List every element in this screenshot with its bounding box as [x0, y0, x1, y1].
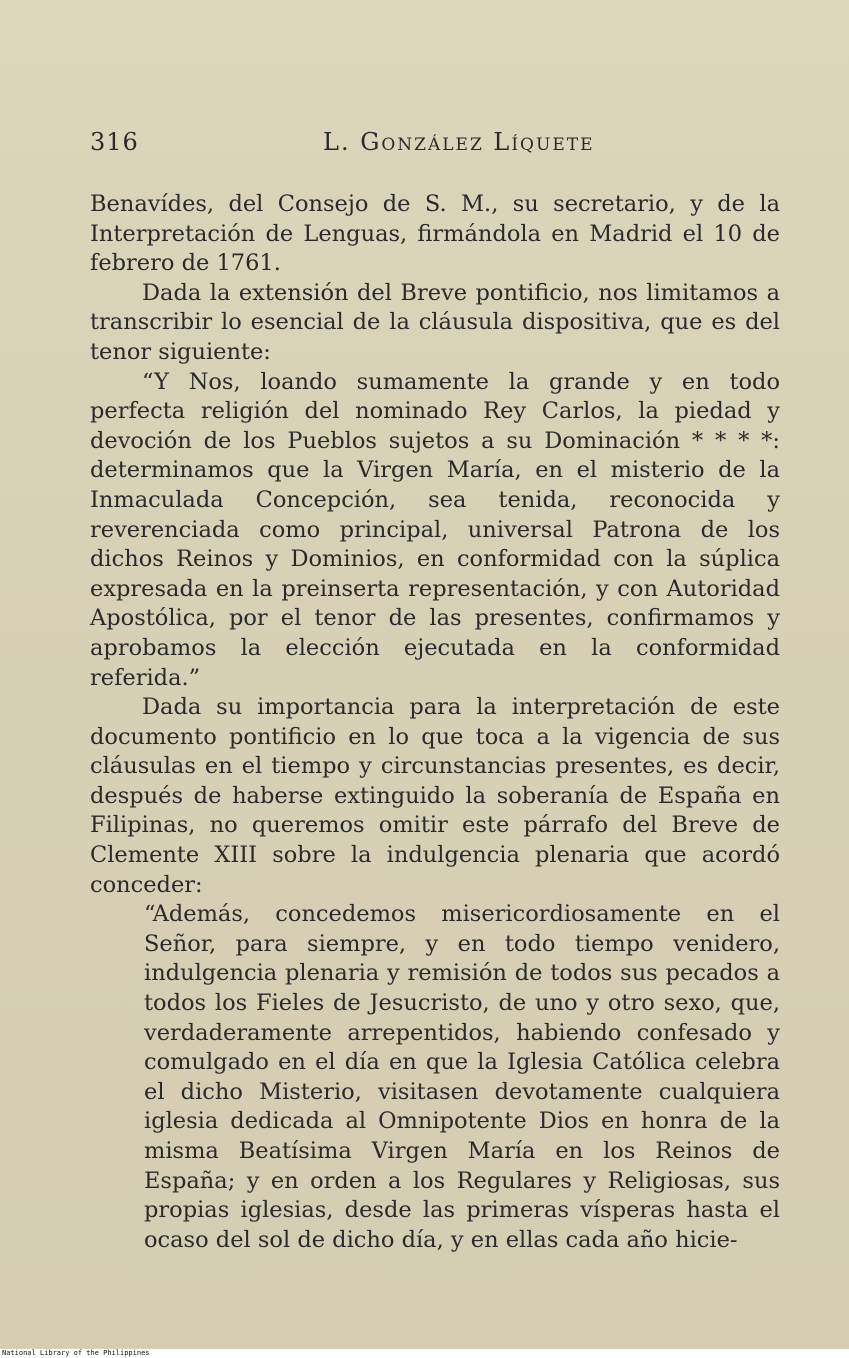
paragraph-4: Dada su importancia para la interpretación de este documento pontificio en lo que toca a la vigencia de sus cláusulas en el tiempo y circunstancias presentes, es decir, después de haberse extinguido la soberanía de España en Filipinas, no queremos omitir este párrafo del Breve de Clemente XIII sobre la indulgencia plenaria que acordó conceder:	[90, 694, 780, 898]
paragraph-2: Dada la extensión del Breve pontificio, nos limitamos a transcribir lo esencial de la cláusula dispositiva, que es del tenor siguiente:	[90, 279, 780, 365]
running-head: L. González Líquete	[323, 128, 595, 156]
paragraph-1: Benavídes, del Consejo de S. M., su secretario, y de la Interpretación de Lenguas, firmándola en Madrid el 10 de febrero de 1761.	[90, 191, 780, 277]
block-quote: “Además, concedemos misericordiosamente en el Señor, para siempre, y en todo tiempo venidero, indulgencia plenaria y remisión de todos sus pecados a todos los Fieles de Jesucristo, de uno y otro sexo, que, verdaderamente arrepentidos, habiendo confesado y comulgado en el día en que la Iglesia Católica celebra el dicho Misterio, visitasen devotamente cualquiera iglesia dedicada al Omnipotente Dios en honra de la misma Beatísima Virgen María en los Reinos de España; y en orden a los Regulares y Religiosas, sus propias iglesias, desde las primeras vísperas hasta el ocaso del sol de dicho día, y en ellas cada año hicie-	[144, 901, 780, 1253]
body-text	[90, 190, 780, 1255]
page-number: 316	[90, 128, 139, 156]
paragraph-3: “Y Nos, loando sumamente la grande y en todo perfecta religión del nominado Rey Carlos, la piedad y devoción de los Pueblos sujetos a su Dominación * * * *: determinamos que la Virgen María, en el misterio de la Inmaculada Concepción, sea tenida, reconocida y reverenciada como principal, universal Patrona de los dichos Reinos y Dominios, en conformidad con la súplica expresada en la preinserta representación, y con Autoridad Apostólica, por el tenor de las presentes, confirmamos y aprobamos la elección ejecutada en la conformidad referida.”	[90, 368, 780, 691]
page-header	[90, 128, 790, 158]
library-credit: National Library of the Philippines	[0, 1349, 849, 1358]
